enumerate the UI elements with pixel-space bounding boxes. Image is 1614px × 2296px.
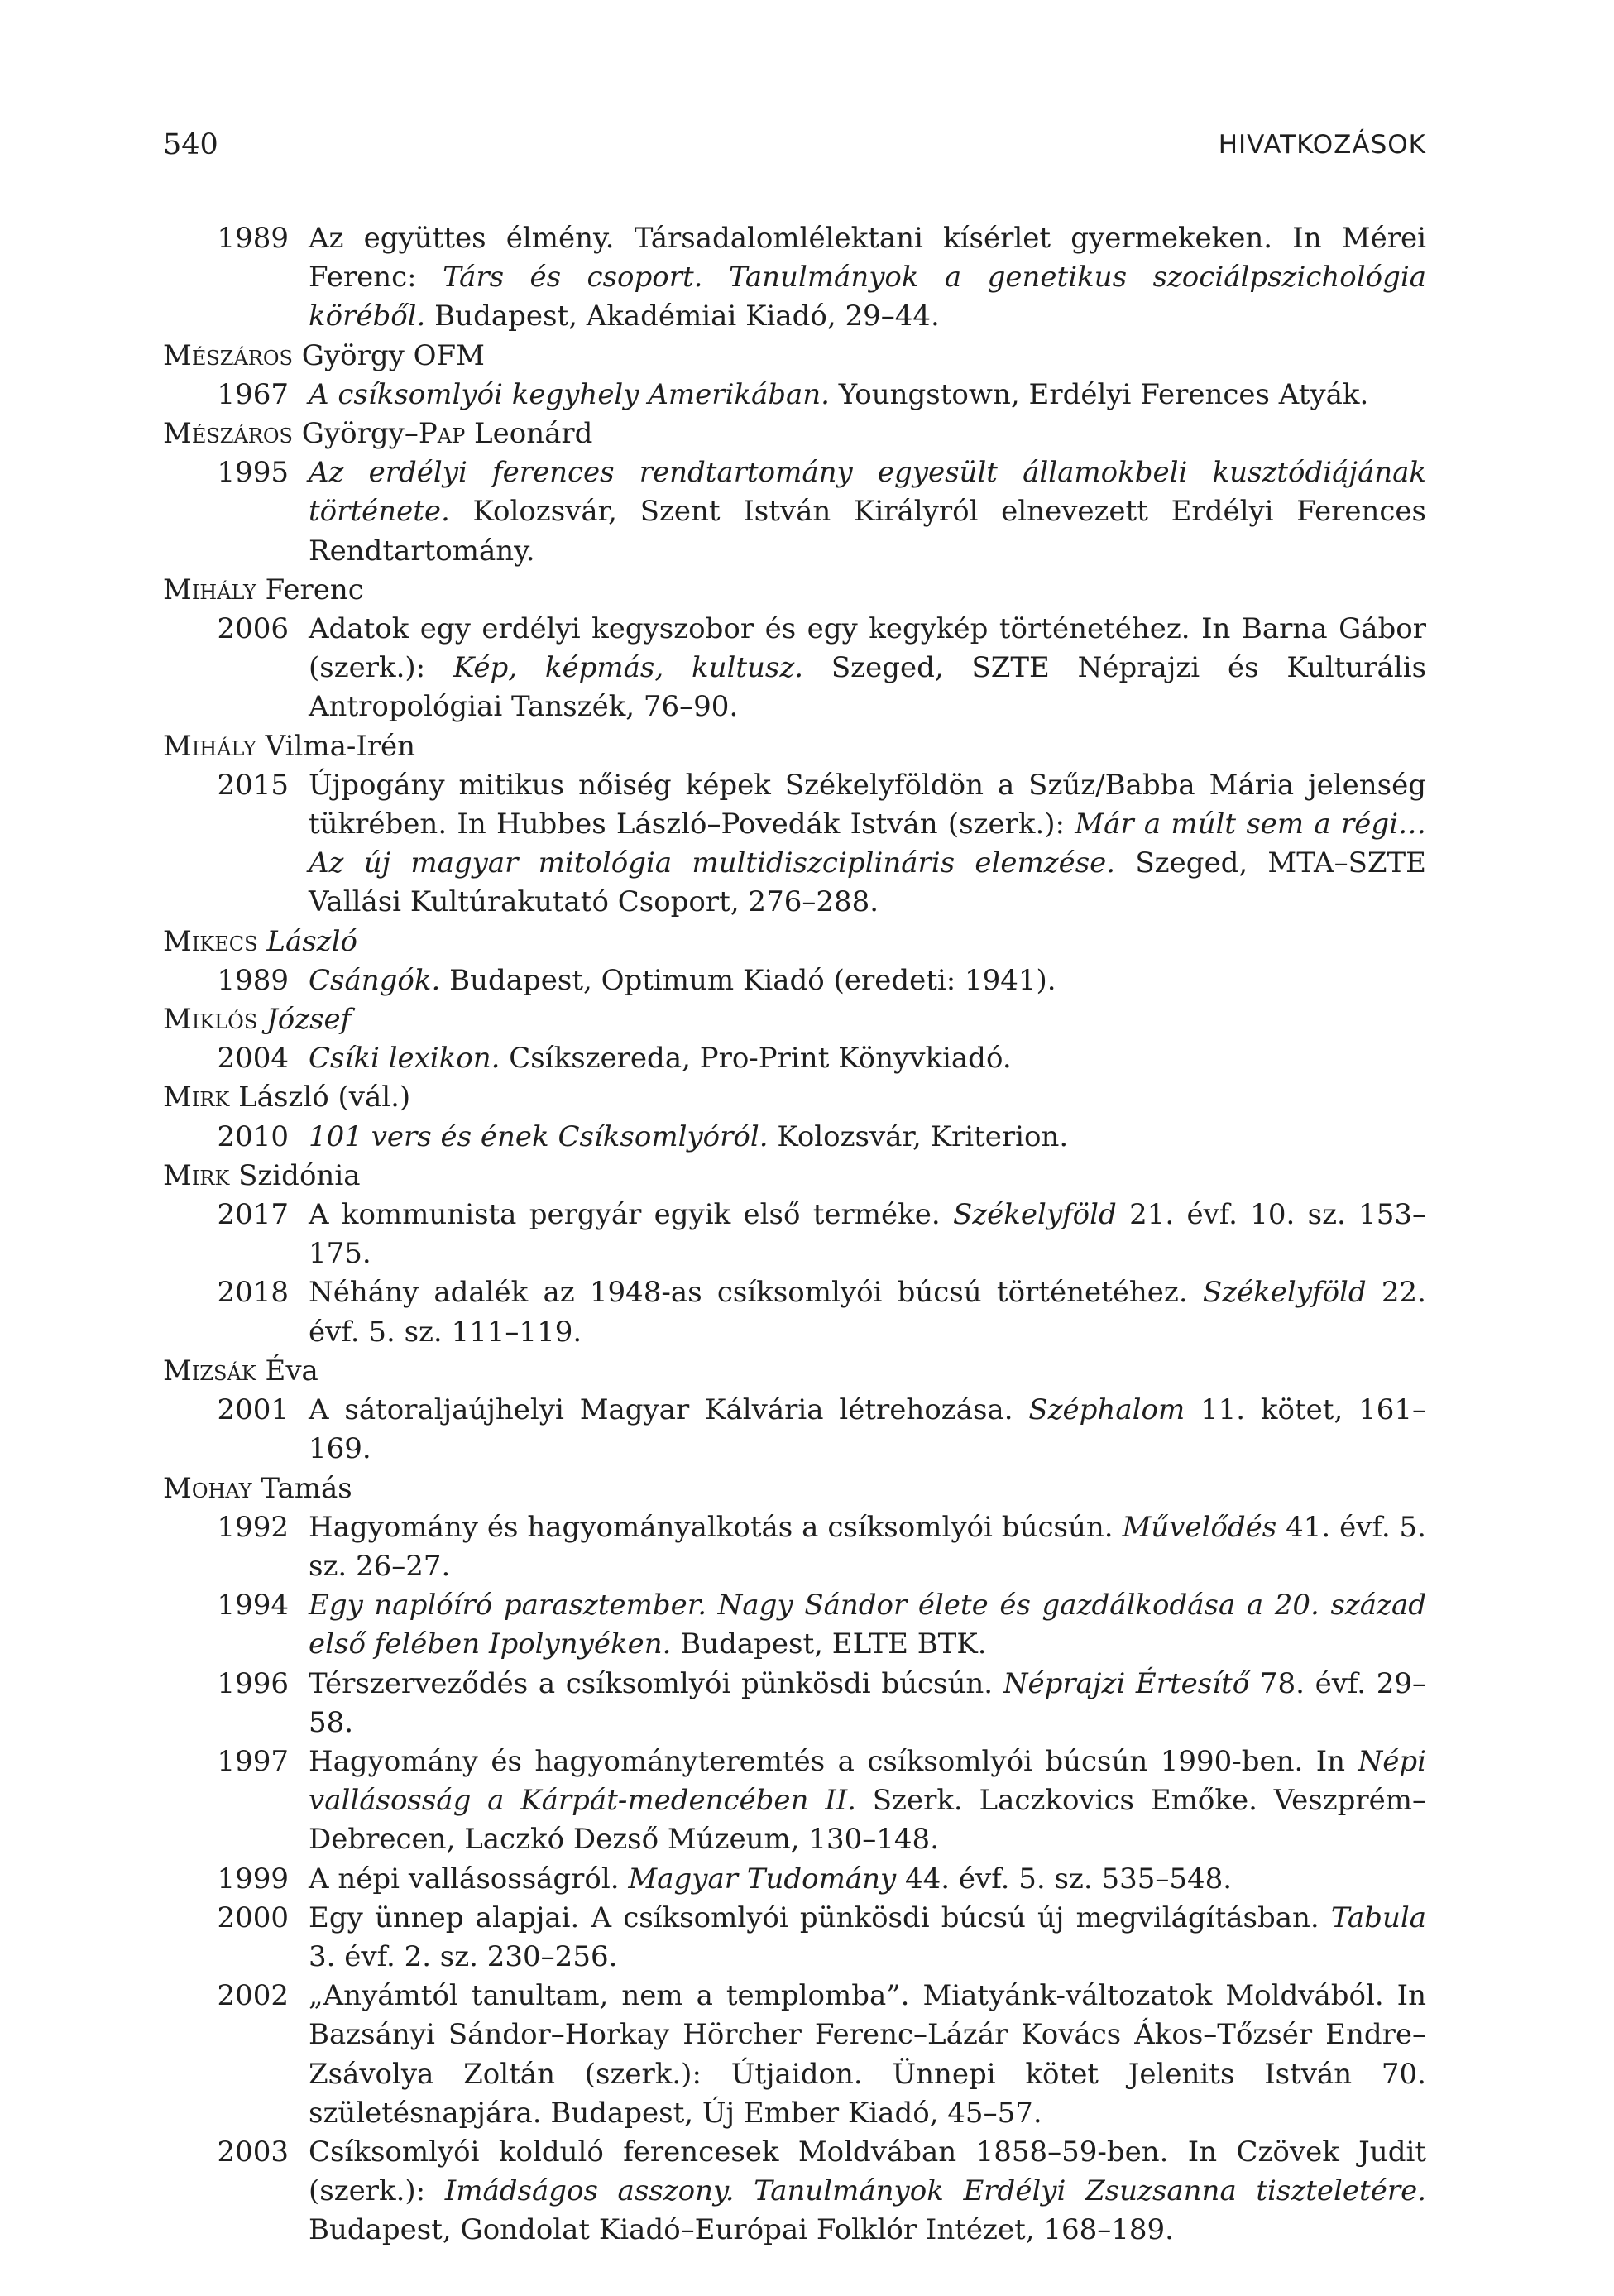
bibliography-entry xyxy=(163,766,1426,923)
entry-text xyxy=(289,1508,1426,1586)
entry-text xyxy=(289,453,1426,571)
entry-text-part: Budapest, Optimum Kiadó (eredeti: 1941). xyxy=(440,963,1056,997)
entry-title: Már a múlt sem a régi… Az új magyar mitológia multidiszciplináris elemzése. xyxy=(309,808,1426,880)
entry-text xyxy=(289,1039,1426,1078)
entry-text-part: Hagyomány és hagyományalkotás a csíksomlyói búcsún. xyxy=(309,1510,1123,1544)
entry-year: 1989 xyxy=(217,963,289,997)
entry-text-part: Hagyomány és hagyományteremtés a csíksomlyói búcsún 1990-ben. In xyxy=(309,1744,1358,1778)
entry-title: Néprajzi Értesítő xyxy=(1003,1666,1250,1700)
author-heading xyxy=(163,337,1426,376)
bibliography-entry xyxy=(163,1977,1426,2133)
entry-text-part: Kolozsvár, Kriterion. xyxy=(768,1119,1069,1153)
entry-text-part: Csíkszereda, Pro-Print Könyvkiadó. xyxy=(500,1042,1012,1076)
entry-text-part: Újpogány mitikus nőiség képek Székelyföldön a Szűz/Babba Mária jelenség tükrében. In Hubbes László–Povedák István (szerk.): xyxy=(309,768,1426,841)
entry-year: 2001 xyxy=(217,1393,289,1427)
entry-text xyxy=(289,2133,1426,2250)
bibliography-entry xyxy=(163,1665,1426,1742)
entry-text-part: „Anyámtól tanultam, nem a templomba”. Miatyánk-változatok Moldvából. In Bazsányi Sándor–Horkay Hörcher Ferenc–Lázár Kovács Ákos–Tőzsér Endre–Zsávolya Zoltán (szerk.): Útjaidon. Ünnepi kötet Jelenits István 70. születésnapjára. Budapest, Új Ember Kiadó, 45–57. xyxy=(309,1979,1426,2130)
author-heading xyxy=(163,1352,1426,1391)
entry-year: 2015 xyxy=(217,768,289,802)
entry-text xyxy=(289,1899,1426,1977)
entry-text-part: Budapest, Akadémiai Kiadó, 29–44. xyxy=(425,300,940,333)
author-surname: Mihály xyxy=(163,573,256,606)
entry-title: Imádságos asszony. Tanulmányok Erdélyi Zsuzsanna tiszteletére. xyxy=(444,2174,1427,2208)
entry-text xyxy=(289,219,1426,337)
author-given-name: Ferenc xyxy=(256,573,364,606)
bibliography-entry xyxy=(163,1391,1426,1469)
author-surname: Mirk xyxy=(163,1081,230,1114)
entry-text xyxy=(289,766,1426,923)
entry-text-part: 44. évf. 5. sz. 535–548. xyxy=(896,1862,1233,1896)
entry-text-part: Térszerveződés a csíksomlyói pünkösdi búcsún. xyxy=(309,1666,1003,1700)
bibliography-entry xyxy=(163,1586,1426,1664)
author-surname: Mihály xyxy=(163,729,256,763)
entry-text-part: Az együttes élmény. Társadalomlélektani kísérlet gyermekeken. In Mérei Ferenc: xyxy=(309,222,1426,295)
entry-text-part: 41. évf. 5. sz. 26–27. xyxy=(309,1510,1426,1583)
bibliography-entry xyxy=(163,1899,1426,1977)
author-given-name: Tamás xyxy=(251,1471,352,1505)
entry-title: Társ és csoport. Tanulmányok a genetikus szociálpszichológia köréből. xyxy=(309,261,1426,333)
author-given-name: Éva xyxy=(256,1354,318,1388)
author-heading xyxy=(163,1078,1426,1117)
bibliography-entry xyxy=(163,610,1426,727)
bibliography-entry xyxy=(163,1118,1426,1157)
author-heading xyxy=(163,1469,1426,1508)
entry-year: 2017 xyxy=(217,1198,289,1232)
author-given-name: Vilma-Irén xyxy=(256,729,416,763)
bibliography-entry xyxy=(163,453,1426,571)
author-heading xyxy=(163,571,1426,610)
entry-text xyxy=(289,1665,1426,1742)
author-given-name: Szidónia xyxy=(229,1158,361,1192)
bibliography-entry xyxy=(163,1742,1426,1860)
author-surname: Mirk xyxy=(163,1158,230,1192)
entry-title: Csángók. xyxy=(309,963,441,997)
entry-text-part: Néhány adalék az 1948-as csíksomlyói búcsú történetéhez. xyxy=(309,1276,1203,1310)
entry-year: 1994 xyxy=(217,1589,289,1623)
entry-text-part: 22. évf. 5. sz. 111–119. xyxy=(309,1276,1426,1349)
entry-text-part: 11. kötet, 161–169. xyxy=(309,1393,1426,1466)
entry-text xyxy=(289,961,1426,1000)
entry-year: 1999 xyxy=(217,1862,289,1896)
entry-year: 1967 xyxy=(217,377,289,411)
entry-year: 1989 xyxy=(217,222,289,255)
entry-title: Széphalom xyxy=(1028,1393,1185,1427)
entry-title: Székelyföld xyxy=(952,1198,1117,1232)
entry-text-part: 78. évf. 29–58. xyxy=(309,1666,1426,1739)
entry-title: A csíksomlyói kegyhely Amerikában. xyxy=(309,377,830,411)
entry-title: 101 vers és ének Csíksomlyóról. xyxy=(309,1119,769,1153)
author-given-name: Leonárd xyxy=(465,417,593,451)
bibliography-entry xyxy=(163,2133,1426,2250)
bibliography-entry xyxy=(163,219,1426,337)
author-given-name: József xyxy=(257,1003,352,1037)
author-surname: Mészáros xyxy=(163,417,293,451)
author-heading xyxy=(163,923,1426,961)
bibliography-entry xyxy=(163,961,1426,1000)
author-surname: Mizsák xyxy=(163,1354,256,1388)
entry-title: Kép, képmás, kultusz. xyxy=(453,651,804,685)
author-heading xyxy=(163,415,1426,453)
entry-text-part: Budapest, ELTE BTK. xyxy=(671,1627,987,1661)
entry-title: Egy naplóíró parasztember. Nagy Sándor élete és gazdálkodása a 20. század első felében Ipolynyéken. xyxy=(309,1589,1426,1661)
bibliography-entry xyxy=(163,376,1426,415)
entry-text-part: Budapest, Gondolat Kiadó–Európai Folklór Intézet, 168–189. xyxy=(309,2213,1174,2247)
author-surname: Miklós xyxy=(163,1003,258,1037)
entry-text-part: A kommunista pergyár egyik első terméke. xyxy=(309,1198,953,1232)
entry-year: 2004 xyxy=(217,1042,289,1076)
entry-title: Népi vallásosság a Kárpát-medencében II. xyxy=(309,1744,1426,1818)
author-given-name: György– xyxy=(292,417,419,451)
entry-text-part: 21. évf. 10. sz. 153–175. xyxy=(309,1198,1426,1271)
entry-text-part: Kolozsvár, Szent István Királyról elnevezett Erdélyi Ferences Rendtartomány. xyxy=(309,495,1426,568)
author-given-name: György OFM xyxy=(292,338,485,372)
entry-text xyxy=(289,376,1426,415)
author-surname: Mikecs xyxy=(163,924,258,958)
entry-text xyxy=(289,1860,1426,1899)
author-heading xyxy=(163,1157,1426,1196)
entry-title: Csíki lexikon. xyxy=(309,1042,500,1076)
entry-text-part: Szerk. Laczkovics Emőke. Veszprém–Debrecen, Laczkó Dezső Múzeum, 130–148. xyxy=(309,1784,1426,1857)
entry-title: Művelődés xyxy=(1122,1510,1277,1544)
entry-text-part: Szeged, SZTE Néprajzi és Kulturális Antropológiai Tanszék, 76–90. xyxy=(309,651,1427,724)
entry-year: 1996 xyxy=(217,1666,289,1700)
entry-text xyxy=(289,1742,1426,1860)
entry-text xyxy=(289,1196,1426,1273)
bibliography-entry xyxy=(163,1039,1426,1078)
entry-year: 1995 xyxy=(217,456,289,490)
entry-year: 1992 xyxy=(217,1510,289,1544)
bibliography-entry xyxy=(163,1196,1426,1273)
page-number: 540 xyxy=(163,128,218,161)
entry-text xyxy=(289,1391,1426,1469)
entry-year: 2003 xyxy=(217,2135,289,2169)
entry-text-part: Szeged, MTA–SZTE Vallási Kultúrakutató Csoport, 276–288. xyxy=(309,846,1426,919)
entry-text-part: Egy ünnep alapjai. A csíksomlyói pünkösdi búcsú új megvilágításban. xyxy=(309,1901,1331,1934)
bibliography-entry xyxy=(163,1860,1426,1899)
entry-title: Tabula xyxy=(1330,1901,1426,1934)
bibliography-entry xyxy=(163,1508,1426,1586)
entry-year: 1997 xyxy=(217,1744,289,1778)
entry-text-part: A sátoraljaújhelyi Magyar Kálvária létrehozása. xyxy=(309,1393,1029,1427)
entry-text xyxy=(289,610,1426,727)
author-given-name: László (vál.) xyxy=(229,1081,411,1114)
entry-year: 2010 xyxy=(217,1119,289,1153)
entry-year: 2018 xyxy=(217,1276,289,1310)
bibliography-list xyxy=(163,219,1426,2250)
entry-text-part: Csíksomlyói kolduló ferencesek Moldvában 1858–59-ben. In Czövek Judit (szerk.): xyxy=(309,2135,1426,2208)
entry-text-part: A népi vallásosságról. xyxy=(309,1862,629,1896)
entry-text xyxy=(289,1118,1426,1157)
entry-text xyxy=(289,1977,1426,2133)
entry-year: 2002 xyxy=(217,1979,289,2013)
entry-text-part: 3. évf. 2. sz. 230–256. xyxy=(309,1939,618,1973)
author-surname: Pap xyxy=(418,417,466,451)
entry-text-part: Youngstown, Erdélyi Ferences Atyák. xyxy=(829,377,1369,411)
author-heading xyxy=(163,1000,1426,1039)
entry-title: Az erdélyi ferences rendtartomány egyesült államokbeli kusztódiájának története. xyxy=(309,456,1426,529)
entry-title: Székelyföld xyxy=(1202,1276,1367,1310)
bibliography-entry xyxy=(163,1273,1426,1351)
author-surname: Mészáros xyxy=(163,338,293,372)
author-surname: Mohay xyxy=(163,1471,252,1505)
entry-title: Magyar Tudomány xyxy=(628,1862,897,1896)
page-header xyxy=(163,124,1426,165)
entry-text-part: Adatok egy erdélyi kegyszobor és egy kegykép történetéhez. In Barna Gábor (szerk.): xyxy=(309,612,1426,685)
entry-text xyxy=(289,1586,1426,1664)
author-given-name: László xyxy=(257,924,357,958)
author-heading xyxy=(163,727,1426,766)
entry-year: 2006 xyxy=(217,612,289,646)
entry-text xyxy=(289,1273,1426,1351)
entry-year: 2000 xyxy=(217,1901,289,1934)
running-head: HIVATKOZÁSOK xyxy=(1218,130,1426,160)
